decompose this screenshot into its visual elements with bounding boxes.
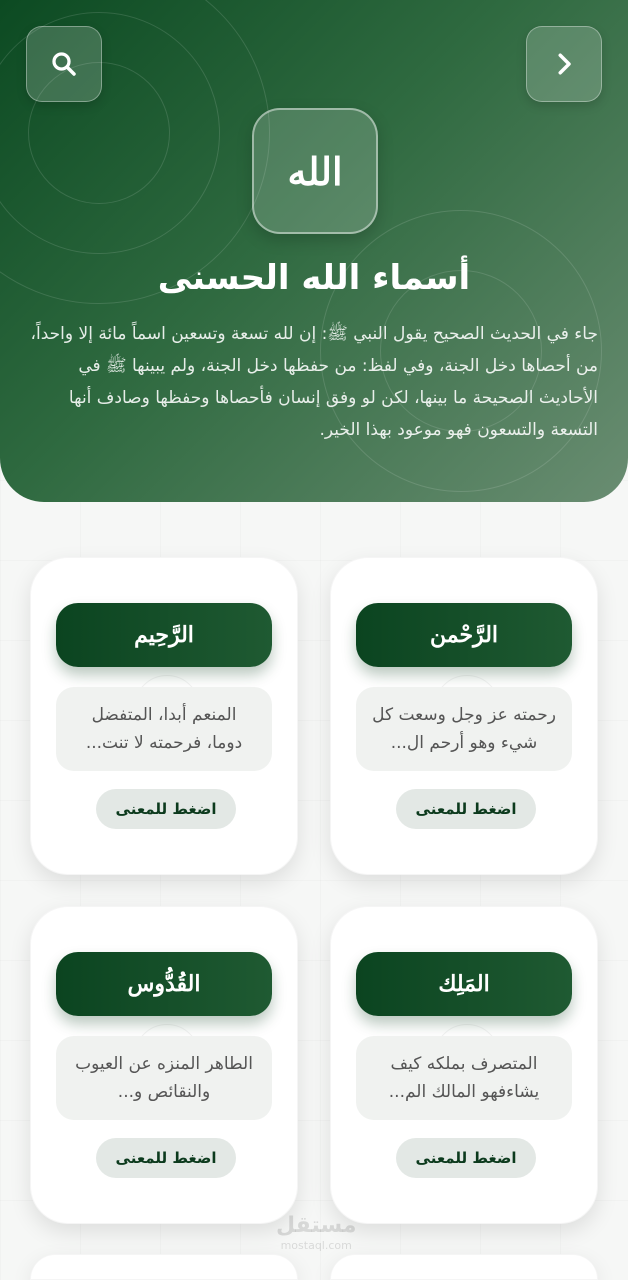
name-description: المنعم أبدا، المتفضل دوما، فرحمته لا تنت... xyxy=(56,687,272,771)
page-title: أسماء الله الحسنى xyxy=(157,258,471,298)
name-card-partial[interactable] xyxy=(330,1254,598,1280)
name-description: الطاهر المنزه عن العيوب والنقائص و... xyxy=(56,1036,272,1120)
name-card[interactable] xyxy=(330,557,598,875)
name-title: الرَّحِيم xyxy=(56,603,272,667)
show-meaning-button[interactable]: اضغط للمعنى xyxy=(96,789,236,829)
show-meaning-button[interactable]: اضغط للمعنى xyxy=(396,789,536,829)
search-button[interactable] xyxy=(26,26,102,102)
allah-logo: الله xyxy=(252,108,378,234)
watermark-brand: مستقل xyxy=(276,1213,357,1238)
name-card[interactable] xyxy=(30,557,298,875)
name-card-partial[interactable] xyxy=(30,1254,298,1280)
name-description: رحمته عز وجل وسعت كل شيء وهو أرحم ال... xyxy=(356,687,572,771)
mostaql-watermark xyxy=(276,1213,357,1256)
chevron-right-icon xyxy=(549,49,579,79)
intro-text: جاء في الحديث الصحيح يقول النبي ﷺ: إن لله تسعة وتسعين اسماً مائة إلا واحداً، من أحصاها دخل الجنة، وفي لفظ: من حفظها دخل الجنة، ولم يبينها ﷺ في الأحاديث الصحيحة ما بينها، لكن لو وفق إنسان فأحصاها وحفظها وصادف أنها التسعة والتسعون فهو موعود بهذا الخير. xyxy=(30,324,598,440)
search-icon xyxy=(49,49,79,79)
name-card[interactable] xyxy=(330,906,598,1224)
name-description: المتصرف بملكه كيف يشاءفهو المالك الم... xyxy=(356,1036,572,1120)
name-title: القُدُّوس xyxy=(56,952,272,1016)
header-banner xyxy=(0,0,628,502)
next-button[interactable] xyxy=(526,26,602,102)
watermark-domain: mostaql.com xyxy=(280,1239,352,1252)
show-meaning-button[interactable]: اضغط للمعنى xyxy=(96,1138,236,1178)
name-title: الرَّحْمن xyxy=(356,603,572,667)
name-title: المَلِك xyxy=(356,952,572,1016)
name-card[interactable] xyxy=(30,906,298,1224)
show-meaning-button[interactable]: اضغط للمعنى xyxy=(396,1138,536,1178)
